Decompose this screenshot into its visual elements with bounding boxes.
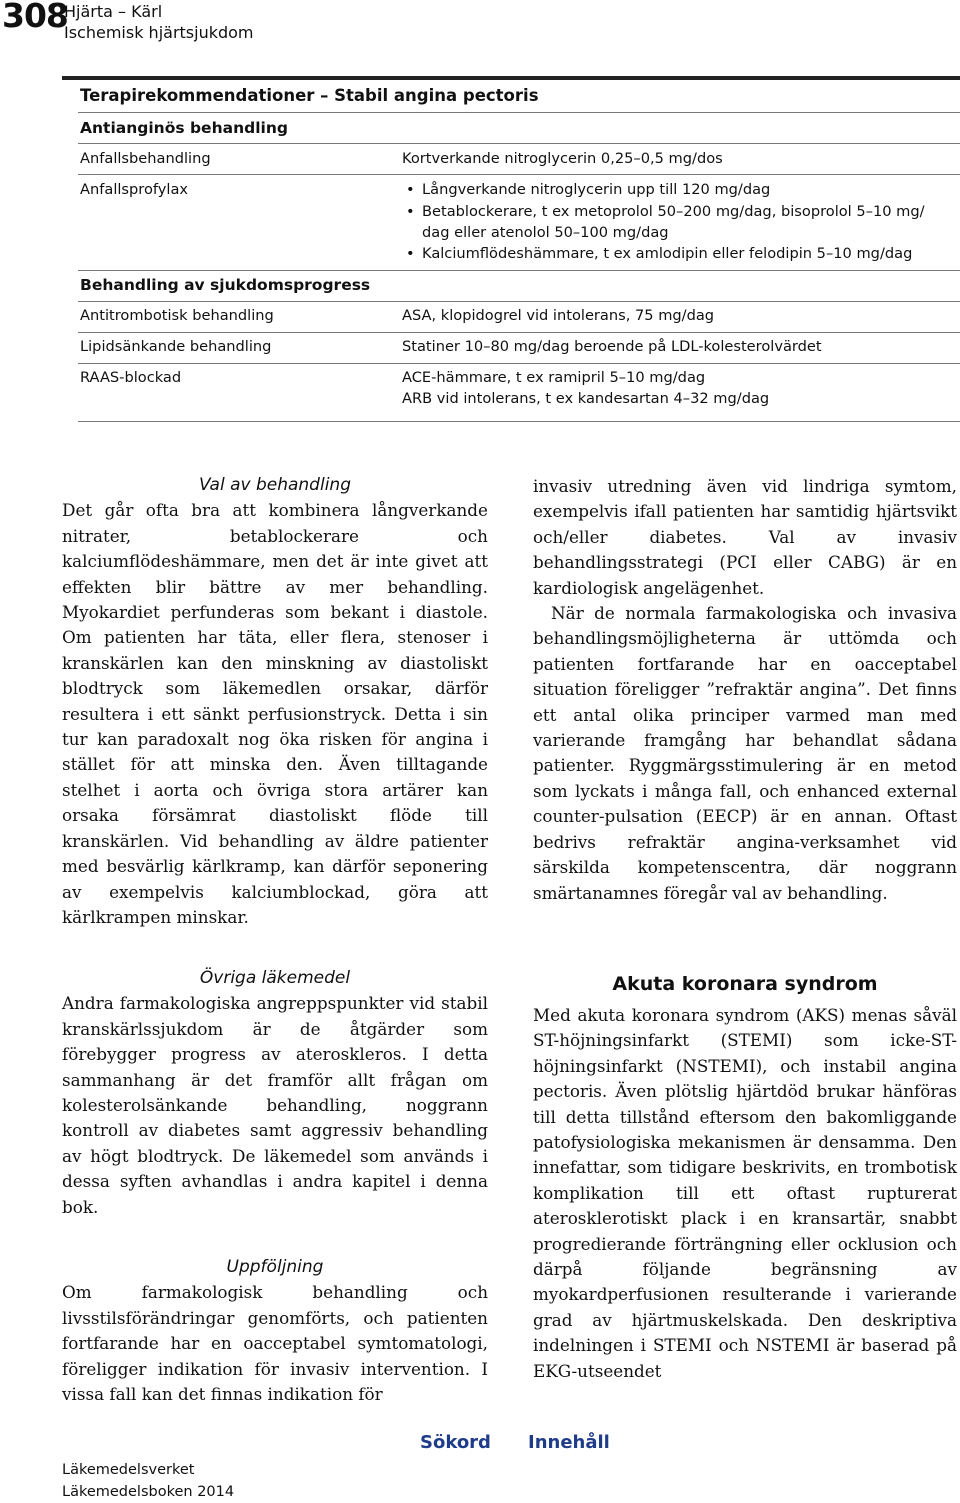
chapter-subtitle: Ischemisk hjärtsjukdom bbox=[64, 23, 254, 42]
contents-link[interactable]: Innehåll bbox=[528, 1432, 610, 1453]
table-divider bbox=[78, 301, 960, 302]
left-column-bottom bbox=[62, 1255, 488, 1407]
table-divider bbox=[78, 332, 960, 333]
row-label-lipidsankande: Lipidsänkande behandling bbox=[80, 338, 272, 355]
chapter-heading bbox=[64, 1, 254, 43]
row-value-antitrombotisk: ASA, klopidogrel vid intolerans, 75 mg/dag bbox=[402, 307, 715, 324]
table-divider bbox=[78, 270, 960, 271]
row-label-raas: RAAS-blockad bbox=[80, 369, 182, 386]
page-footer bbox=[62, 1459, 234, 1503]
heading-ovriga-lakemedel: Övriga läkemedel bbox=[199, 968, 351, 988]
heading-akuta-koronara-syndrom: Akuta koronara syndrom bbox=[612, 973, 878, 995]
footer-publisher: Läkemedelsverket bbox=[62, 1462, 195, 1478]
right-column-top bbox=[533, 474, 957, 906]
page-number: 308 bbox=[2, 0, 68, 35]
profylax-item: • Kalciumflödeshämmare, t ex amlodipin eller felodipin 5–10 mg/dag bbox=[422, 245, 912, 262]
table-divider bbox=[78, 143, 960, 144]
right-column-bottom bbox=[533, 971, 957, 1384]
left-column-top bbox=[62, 473, 488, 930]
heading-val-av-behandling: Val av behandling bbox=[199, 475, 351, 495]
row-value-anfallsbehandling: Kortverkande nitroglycerin 0,25–0,5 mg/dos bbox=[402, 150, 723, 167]
heading-uppfoljning: Uppföljning bbox=[226, 1257, 324, 1277]
paragraph-ovriga-lakemedel: Andra farmakologiska angreppspunkter vid stabil kranskärlssjukdom är de åtgärder som förebygger progress av ateroskleros. I detta sammanhang är det framför allt frågan om kolesterolsänkande behandling, noggrann kontroll av diabetes samt aggressiv behandling av högt blodtryck. De läkemedel som används i dessa syften avhandlas i andra kapitel i denna bok. bbox=[62, 993, 488, 1217]
row-label-anfallsbehandling: Anfallsbehandling bbox=[80, 150, 211, 167]
table-bottom-rule bbox=[78, 421, 960, 422]
table-divider bbox=[78, 112, 960, 113]
row-value-lipidsankande: Statiner 10–80 mg/dag beroende på LDL-kolesterolvärdet bbox=[402, 338, 822, 355]
table-title: Terapirekommendationer – Stabil angina pectoris bbox=[80, 86, 539, 105]
row-value-raas-ace: ACE-hämmare, t ex ramipril 5–10 mg/dag bbox=[402, 369, 706, 386]
paragraph-refraktar-angina: När de normala farmakologiska och invasiva behandlingsmöjligheterna är uttömda och patienten fortfarande har en oacceptabel situation föreligger ”refraktär angina”. Det finns ett antal olika principer varmed man med varierande framgång har behandlat sådana patienter. Ryggmärgsstimulering är en metod som lyckats i många fall, och enhanced external counter-pulsation (EECP) är en annan. Oftast bedrivs refraktär angina-verksamhet vid särskilda kompetenscentra, där noggrann smärtanamnes föregår val av behandling. bbox=[533, 603, 957, 903]
paragraph-akuta-koronara-syndrom: Med akuta koronara syndrom (AKS) menas såväl ST-höjningsinfarkt (STEMI) som icke-ST-höjningsinfarkt (NSTEMI), och instabil angina pectoris. Även plötslig hjärtdöd brukar hänföras till detta tillstånd eftersom den bakomliggande patofysiologiska mekanismen är densamma. Den innefattar, som tidigare beskrivits, en trombotisk komplikation till ett oftast rupturerat aterosklerotiskt plack i en kransartär, snabbt progredierande förträngning eller ocklusion och därpå följande begränsning av myokardperfusionen resulterande i varierande grad av hjärtmuskelskada. Den deskriptiva indelningen i STEMI och NSTEMI är baserad på EKG-utseendet bbox=[533, 1005, 957, 1381]
row-label-anfallsprofylax: Anfallsprofylax bbox=[80, 181, 189, 198]
profylax-item: • Betablockerare, t ex metoprolol 50–200 mg/dag, bisoprolol 5–10 mg/ bbox=[422, 203, 925, 220]
table-group-progress: Behandling av sjukdomsprogress bbox=[80, 276, 371, 294]
table-divider bbox=[78, 363, 960, 364]
row-label-antitrombotisk: Antitrombotisk behandling bbox=[80, 307, 274, 324]
table-divider bbox=[78, 174, 960, 175]
paragraph-invasiv-utredning: invasiv utredning även vid lindriga symtom, exempelvis ifall patienten har samtidig hjärtsvikt och/eller diabetes. Val av invasiv behandlingsstrategi (PCI eller CABG) är en kardiologisk angelägenhet. bbox=[533, 476, 957, 598]
search-link[interactable]: Sökord bbox=[420, 1432, 491, 1453]
left-column-middle bbox=[62, 966, 488, 1220]
profylax-item: • Långverkande nitroglycerin upp till 120 mg/dag bbox=[422, 181, 770, 198]
table-group-antianginal: Antianginös behandling bbox=[80, 119, 288, 137]
row-value-raas-arb: ARB vid intolerans, t ex kandesartan 4–32 mg/dag bbox=[402, 390, 770, 407]
table-top-rule bbox=[62, 76, 960, 80]
paragraph-val-av-behandling: Det går ofta bra att kombinera långverkande nitrater, betablockerare och kalciumflödeshämmare, men det är inte givet att effekten blir bättre av mer behandling. Myokardiet perfunderas som bekant i diastole. Om patienten har täta, eller flera, stenoser i kranskärlen kan den minskning av diastoliskt blodtryck som läkemedlen orsakar, därför resultera i ett sänkt perfusionstryck. Detta i sin tur kan paradoxalt nog öka risken för angina i stället för att minska den. Även tilltagande stelhet i aorta och övriga stora artärer kan orsaka försämrat diastoliskt flöde till kranskärlen. Vid behandling av äldre patienter med besvärlig kärlkramp, kan därför seponering av exempelvis kalciumblockad, göra att kärlkrampen minskar. bbox=[62, 500, 488, 927]
footer-book: Läkemedelsboken 2014 bbox=[62, 1484, 235, 1500]
chapter-title: Hjärta – Kärl bbox=[64, 2, 163, 21]
profylax-item-continued: dag eller atenolol 50–100 mg/dag bbox=[422, 224, 669, 241]
paragraph-uppfoljning: Om farmakologisk behandling och livsstilsförändringar genomförts, och patienten fortfarande har en oacceptabel symtomatologi, föreligger indikation för invasiv intervention. I vissa fall kan det finnas indikation för bbox=[62, 1282, 488, 1405]
